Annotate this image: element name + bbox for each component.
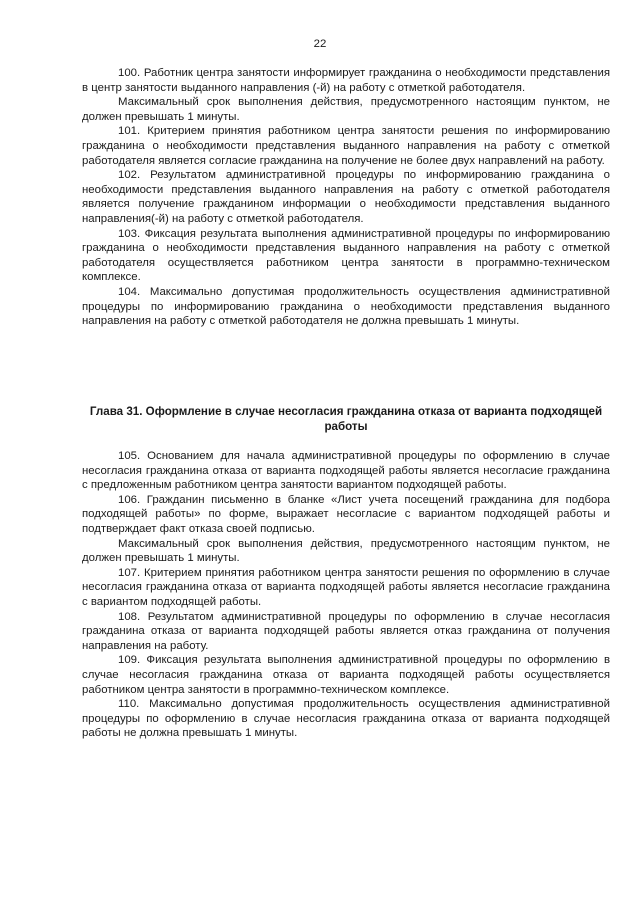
chapter-31-heading: Глава 31. Оформление в случае несогласия гражданина отказа от варианта подходящей работы [89,405,603,433]
section-paragraphs-105-110 [82,449,610,741]
paragraph-108: 108. Результатом административной процедуры по оформлению в случае несогласия гражданина отказа от варианта подходящей работы является отказ гражданина от получения направления на работу. [82,610,610,652]
paragraph-109: 109. Фиксация результата выполнения административной процедуры по оформлению в случае несогласия гражданина отказа от варианта подходящей работы осуществляется работником центра занятости в программно-техническом комплексе. [82,654,610,696]
paragraph-110: 110. Максимально допустимая продолжительность осуществления административной процедуры по оформлению в случае несогласия гражданина отказа от варианта подходящей работы не должна превышать 1 минуты. [82,698,610,740]
paragraph-104: 104. Максимально допустимая продолжительность осуществления административной процедуры по информированию гражданина о необходимости представления выданного направления на работу с отметкой работодателя не должна превышать 1 минуты. [82,285,610,328]
paragraph-103: 103. Фиксация результата выполнения административной процедуры по информированию гражданина о необходимости представления выданного направления на работу с отметкой работодателя осуществляется работником центра занятости в программно-техническом комплексе. [82,227,610,284]
paragraph-100-time-limit: Максимальный срок выполнения действия, предусмотренного настоящим пунктом, не должен превышать 1 минуты. [82,96,610,123]
paragraph-106: 106. Гражданин письменно в бланке «Лист учета посещений гражданина для подбора подходящей работы» по форме, выражает несогласие с вариантом подходящей работы и подтверждает факт отказа своей подписью. [82,493,610,535]
paragraph-100: 100. Работник центра занятости информирует гражданина о необходимости представления в центр занятости выданного направления (-й) на работу с отметкой работодателя. [82,67,610,94]
paragraph-107: 107. Критерием принятия работником центра занятости решения по оформлению в случае несогласия гражданина отказа от варианта подходящей работы является несогласие гражданина с вариантом подходящей работы. [82,566,610,608]
paragraph-106-time-limit: Максимальный срок выполнения действия, предусмотренного настоящим пунктом, не должен превышать 1 минуты. [82,537,610,565]
paragraph-101: 101. Критерием принятия работником центра занятости решения по информированию гражданина о необходимости представления выданного направления на работу с отметкой работодателя является согласие гражданина на получение не более двух направлений на работу. [82,125,610,167]
page-number: 22 [313,38,327,50]
paragraph-102: 102. Результатом административной процедуры по информированию гражданина о необходимости представления выданного направления на работу с отметкой работодателя является получение гражданином информации о необходимости представления выданного направления(-й) на работу с отметкой работодателя. [82,169,610,225]
paragraph-105: 105. Основанием для начала административной процедуры по оформлению в случае несогласия гражданина отказа от варианта подходящей работы является несогласие гражданина с предложенным работником центра занятости вариантом подходящей работы. [82,450,610,492]
section-paragraphs-100-104 [82,66,610,329]
